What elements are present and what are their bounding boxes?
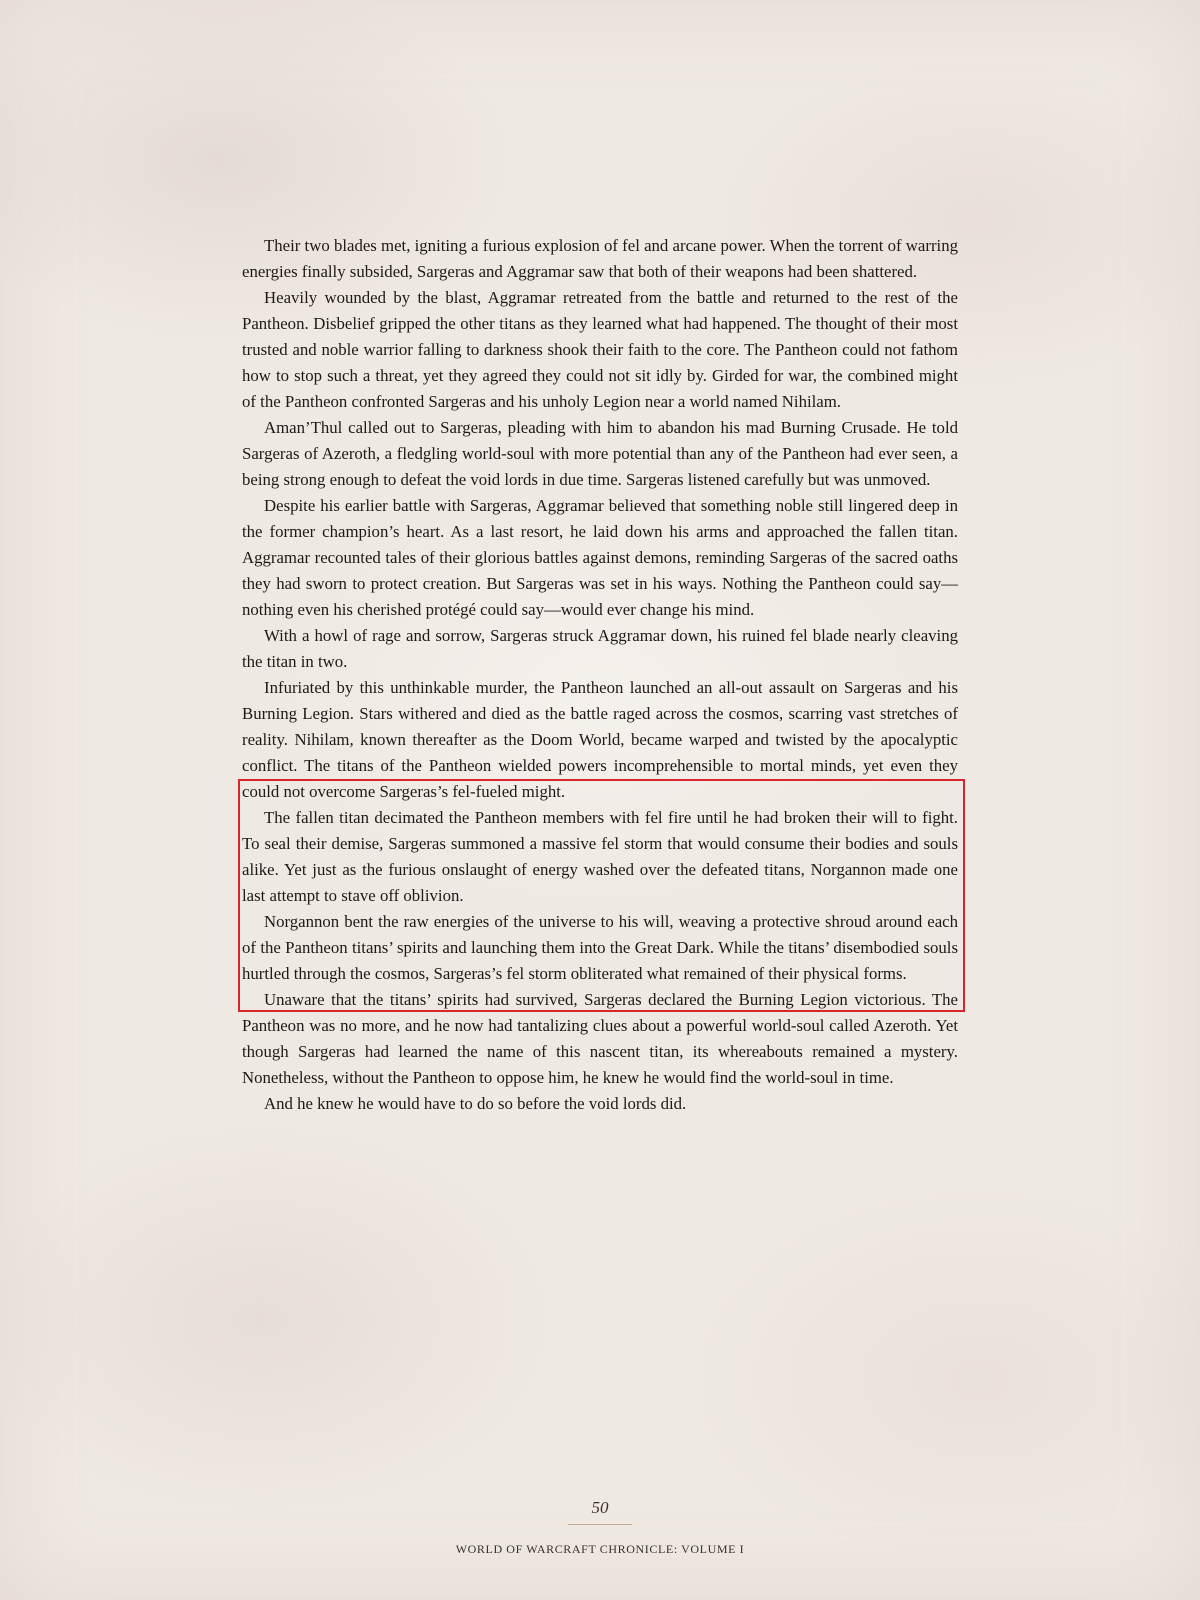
paragraph-2: Heavily wounded by the blast, Aggramar retreated from the battle and returned to the rest of the Pantheon. Disbelief gripped the other titans as they learned what had happened. The thought of their most trusted and noble warrior falling to darkness shook their faith to the core. The Pantheon could not fathom how to stop such a threat, yet they agreed they could not sit idly by. Girded for war, the combined might of the Pantheon confronted Sargeras and his unholy Legion near a world named Nihilam.	[242, 288, 958, 411]
body-text	[242, 233, 958, 1117]
paragraph-7: The fallen titan decimated the Pantheon members with fel fire until he had broken their will to fight. To seal their demise, Sargeras summoned a massive fel storm that would consume their bodies and souls alike. Yet just as the furious onslaught of energy washed over the defeated titans, Norgannon made one last attempt to stave off oblivion.	[242, 808, 958, 905]
footer-divider	[568, 1524, 632, 1525]
paragraph-3: Aman’Thul called out to Sargeras, pleading with him to abandon his mad Burning Crusade. He told Sargeras of Azeroth, a fledgling world-soul with more potential than any of the Pantheon had ever seen, a being strong enough to defeat the void lords in due time. Sargeras listened carefully but was unmoved.	[242, 418, 958, 489]
paragraph-1: Their two blades met, igniting a furious explosion of fel and arcane power. When the torrent of warring energies finally subsided, Sargeras and Aggramar saw that both of their weapons had been shattered.	[242, 236, 958, 281]
paragraph-4: Despite his earlier battle with Sargeras, Aggramar believed that something noble still lingered deep in the former champion’s heart. As a last resort, he laid down his arms and approached the fallen titan. Aggramar recounted tales of their glorious battles against demons, reminding Sargeras of the sacred oaths they had sworn to protect creation. But Sargeras was set in his ways. Nothing the Pantheon could say—nothing even his cherished protégé could say—would ever change his mind.	[242, 496, 958, 619]
running-title: WORLD OF WARCRAFT CHRONICLE: VOLUME I	[455, 1542, 745, 1556]
paragraph-5: With a howl of rage and sorrow, Sargeras struck Aggramar down, his ruined fel blade nearly cleaving the titan in two.	[242, 626, 958, 671]
paragraph-10: And he knew he would have to do so before the void lords did.	[264, 1094, 687, 1113]
paragraph-9: Unaware that the titans’ spirits had survived, Sargeras declared the Burning Legion victorious. The Pantheon was no more, and he now had tantalizing clues about a powerful world-soul called Azeroth. Yet though Sargeras had learned the name of this nascent titan, its whereabouts remained a mystery. Nonetheless, without the Pantheon to oppose him, he knew he would find the world-soul in time.	[242, 990, 958, 1087]
page-number: 50	[591, 1498, 609, 1517]
paragraph-8: Norgannon bent the raw energies of the universe to his will, weaving a protective shroud around each of the Pantheon titans’ spirits and launching them into the Great Dark. While the titans’ disembodied souls hurtled through the cosmos, Sargeras’s fel storm obliterated what remained of their physical forms.	[242, 912, 958, 983]
paragraph-6: Infuriated by this unthinkable murder, the Pantheon launched an all-out assault on Sargeras and his Burning Legion. Stars withered and died as the battle raged across the cosmos, scarring vast stretches of reality. Nihilam, known thereafter as the Doom World, became warped and twisted by the apocalyptic conflict. The titans of the Pantheon wielded powers incomprehensible to mortal minds, yet even they could not overcome Sargeras’s fel-fueled might.	[242, 678, 958, 801]
